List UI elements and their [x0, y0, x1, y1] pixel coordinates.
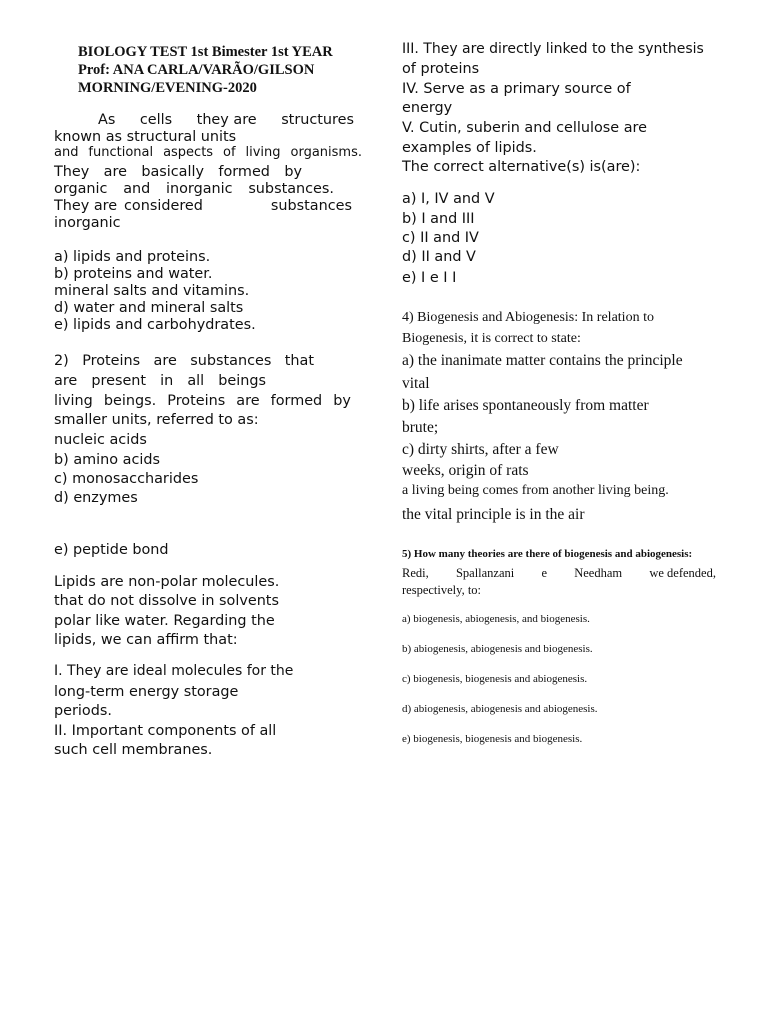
q3-line-1: Lipids are non-polar molecules. — [54, 574, 280, 590]
q4-title: 4) Biogenesis and Abiogenesis: In relation to — [402, 310, 654, 325]
q2-option-e: e) peptide bond — [54, 542, 169, 558]
q5-option-c: c) biogenesis, biogenesis and abiogenesis. — [402, 673, 588, 685]
q4-option-b: b) life arises spontaneously from matter — [402, 397, 649, 414]
q3-statement-2-cont: such cell membranes. — [54, 742, 213, 758]
q1-line-7: inorganic — [54, 215, 121, 231]
q4-option-a: a) the inanimate matter contains the principle — [402, 352, 683, 369]
q5-option-b: b) abiogenesis, abiogenesis and biogenesis. — [402, 643, 593, 655]
q3-line-2: that do not dissolve in solvents — [54, 593, 279, 609]
q3-statement-3-cont: of proteins — [402, 61, 480, 77]
q4-option-c-cont: weeks, origin of rats — [402, 462, 529, 479]
q2-line-3: living beings. Proteins are formed by — [54, 393, 351, 409]
q2-option-a: nucleic acids — [54, 432, 147, 448]
q3-statement-3: III. They are directly linked to the synthesis — [402, 41, 704, 57]
q1-line-5: organic and inorganic substances. — [54, 181, 334, 197]
q1-line-3: and functional aspects of living organisms. — [54, 145, 362, 160]
q1-line-2: known as structural units — [54, 129, 237, 145]
q5-option-a: a) biogenesis, abiogenesis, and biogenesis. — [402, 613, 590, 625]
q1-option-d: d) water and mineral salts — [54, 300, 244, 316]
q2-line-4: smaller units, referred to as: — [54, 412, 259, 428]
q3-option-e: e) I e I I — [402, 270, 457, 286]
q5-title: 5) How many theories are there of biogenesis and abiogenesis: — [402, 548, 693, 560]
q4-option-a-cont: vital — [402, 375, 430, 392]
q3-statement-1-end: periods. — [54, 703, 112, 719]
q3-option-a: a) I, IV and V — [402, 191, 495, 207]
test-title: BIOLOGY TEST 1st Bimester 1st YEAR — [78, 44, 333, 60]
q4-prompt: Biogenesis, it is correct to state: — [402, 331, 581, 346]
q5-line-3: respectively, to: — [402, 583, 482, 597]
q5-option-e: e) biogenesis, biogenesis and biogenesis. — [402, 733, 583, 745]
q3-line-3: polar like water. Regarding the — [54, 613, 275, 629]
q3-statement-4: IV. Serve as a primary source of — [402, 81, 631, 97]
q4-option-b-cont: brute; — [402, 419, 439, 436]
q3-option-c: c) II and IV — [402, 230, 479, 246]
q2-option-c: c) monosaccharides — [54, 471, 199, 487]
q3-prompt: The correct alternative(s) is(are): — [402, 159, 641, 175]
q3-option-d: d) II and V — [402, 249, 476, 265]
q5-line-2: Redi, Spallanzani e Needham we defended, — [402, 566, 716, 580]
q1-option-b: b) proteins and water. — [54, 266, 213, 282]
q4-option-c: c) dirty shirts, after a few — [402, 441, 559, 458]
q3-statement-2: II. Important components of all — [54, 723, 277, 739]
q3-statement-5-cont: examples of lipids. — [402, 140, 537, 156]
q2-option-d: d) enzymes — [54, 490, 138, 506]
q3-statement-4-cont: energy — [402, 100, 453, 116]
q2-line-1: 2) Proteins are substances that — [54, 353, 314, 369]
q1-line-4: They are basically formed by — [54, 164, 302, 180]
q3-option-b: b) I and III — [402, 211, 475, 227]
q3-statement-5: V. Cutin, suberin and cellulose are — [402, 120, 647, 136]
q1-line-1: As cells they are structures — [98, 112, 354, 128]
q3-line-4: lipids, we can affirm that: — [54, 632, 238, 648]
q1-option-c: mineral salts and vitamins. — [54, 283, 250, 299]
q3-statement-1: I. They are ideal molecules for the — [54, 663, 294, 679]
q4-option-d: a living being comes from another living being. — [402, 483, 669, 498]
q5-option-d: d) abiogenesis, abiogenesis and abiogenesis. — [402, 703, 598, 715]
q1-option-a: a) lipids and proteins. — [54, 249, 211, 265]
q2-option-b: b) amino acids — [54, 452, 161, 468]
q4-option-e: the vital principle is in the air — [402, 506, 585, 523]
q1-option-e: e) lipids and carbohydrates. — [54, 317, 256, 333]
q3-statement-1-cont: long-term energy storage — [54, 684, 239, 700]
q2-line-2: are present in all beings — [54, 373, 266, 389]
professor-line: Prof: ANA CARLA/VARÃO/GILSON — [78, 62, 315, 78]
session-line: MORNING/EVENING-2020 — [78, 80, 257, 96]
q1-line-6: They are considered substances — [54, 198, 352, 214]
